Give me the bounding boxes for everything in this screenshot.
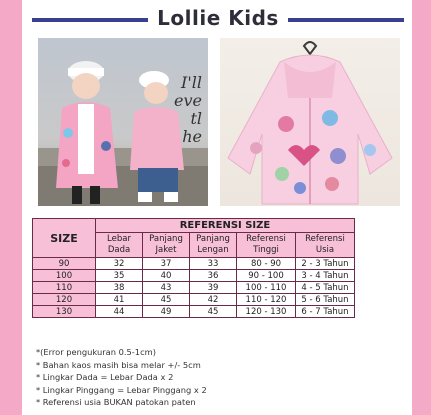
title-divider-right: [288, 18, 404, 22]
tinggi-cell: 100 - 110: [237, 282, 296, 294]
panjang-jaket-cell: 45: [143, 294, 190, 306]
size-cell: 90: [33, 258, 96, 270]
note-line: * Lingkar Pinggang = Lebar Pinggang x 2: [36, 384, 207, 395]
panjang-lengan-cell: 33: [190, 258, 237, 270]
usia-cell: 2 - 3 Tahun: [296, 258, 355, 270]
lebar-dada-cell: 38: [96, 282, 143, 294]
usia-cell: 4 - 5 Tahun: [296, 282, 355, 294]
lebar-dada-cell: 44: [96, 306, 143, 318]
col-header-panjang-jaket: Panjang Jaket: [143, 233, 190, 258]
col-header-panjang-lengan: Panjang Lengan: [190, 233, 237, 258]
col-header-referensi-tinggi: Referensi Tinggi: [237, 233, 296, 258]
lebar-dada-cell: 35: [96, 270, 143, 282]
table-row: [33, 258, 355, 270]
table-row: [33, 282, 355, 294]
panjang-jaket-cell: 37: [143, 258, 190, 270]
note-line: * Referensi usia BUKAN patokan paten: [36, 397, 196, 407]
panjang-jaket-cell: 49: [143, 306, 190, 318]
col-header-lebar-dada: Lebar Dada: [96, 233, 143, 258]
brand-header: [22, 6, 412, 32]
usia-cell: 3 - 4 Tahun: [296, 270, 355, 282]
product-photo-child: [38, 38, 208, 206]
size-notes: [36, 346, 207, 409]
usia-cell: 5 - 6 Tahun: [296, 294, 355, 306]
size-table-wrapper: [32, 218, 355, 318]
panjang-lengan-cell: 42: [190, 294, 237, 306]
tinggi-cell: 80 - 90: [237, 258, 296, 270]
panjang-lengan-cell: 39: [190, 282, 237, 294]
size-cell: 110: [33, 282, 96, 294]
table-row: [33, 294, 355, 306]
panjang-lengan-cell: 36: [190, 270, 237, 282]
size-cell: 100: [33, 270, 96, 282]
table-row: [33, 306, 355, 318]
panjang-lengan-cell: 45: [190, 306, 237, 318]
size-chart-card: [22, 0, 412, 415]
tinggi-cell: 120 - 130: [237, 306, 296, 318]
note-line: *(Error pengukuran 0.5-1cm): [36, 347, 156, 357]
size-cell: 120: [33, 294, 96, 306]
tinggi-cell: 90 - 100: [237, 270, 296, 282]
note-line: * Bahan kaos masih bisa melar +/- 5cm: [36, 359, 201, 370]
title-divider-left: [32, 18, 148, 22]
hanging-jacket-illustration: [220, 38, 400, 206]
wall-poster-text: I'll eve tl he: [174, 73, 202, 146]
col-header-referensi-usia: Referensi Usia: [296, 233, 355, 258]
tinggi-cell: 110 - 120: [237, 294, 296, 306]
referensi-size-header: REFERENSI SIZE: [96, 219, 355, 233]
usia-cell: 6 - 7 Tahun: [296, 306, 355, 318]
size-cell: 130: [33, 306, 96, 318]
lebar-dada-cell: 41: [96, 294, 143, 306]
product-photo-jacket: [220, 38, 400, 206]
size-reference-table: [32, 218, 355, 318]
panjang-jaket-cell: 43: [143, 282, 190, 294]
size-column-header: SIZE: [33, 219, 96, 258]
note-line: * Lingkar Dada = Lebar Dada x 2: [36, 372, 174, 382]
brand-title: Lollie Kids: [157, 6, 279, 30]
table-row: [33, 270, 355, 282]
panjang-jaket-cell: 40: [143, 270, 190, 282]
lebar-dada-cell: 32: [96, 258, 143, 270]
